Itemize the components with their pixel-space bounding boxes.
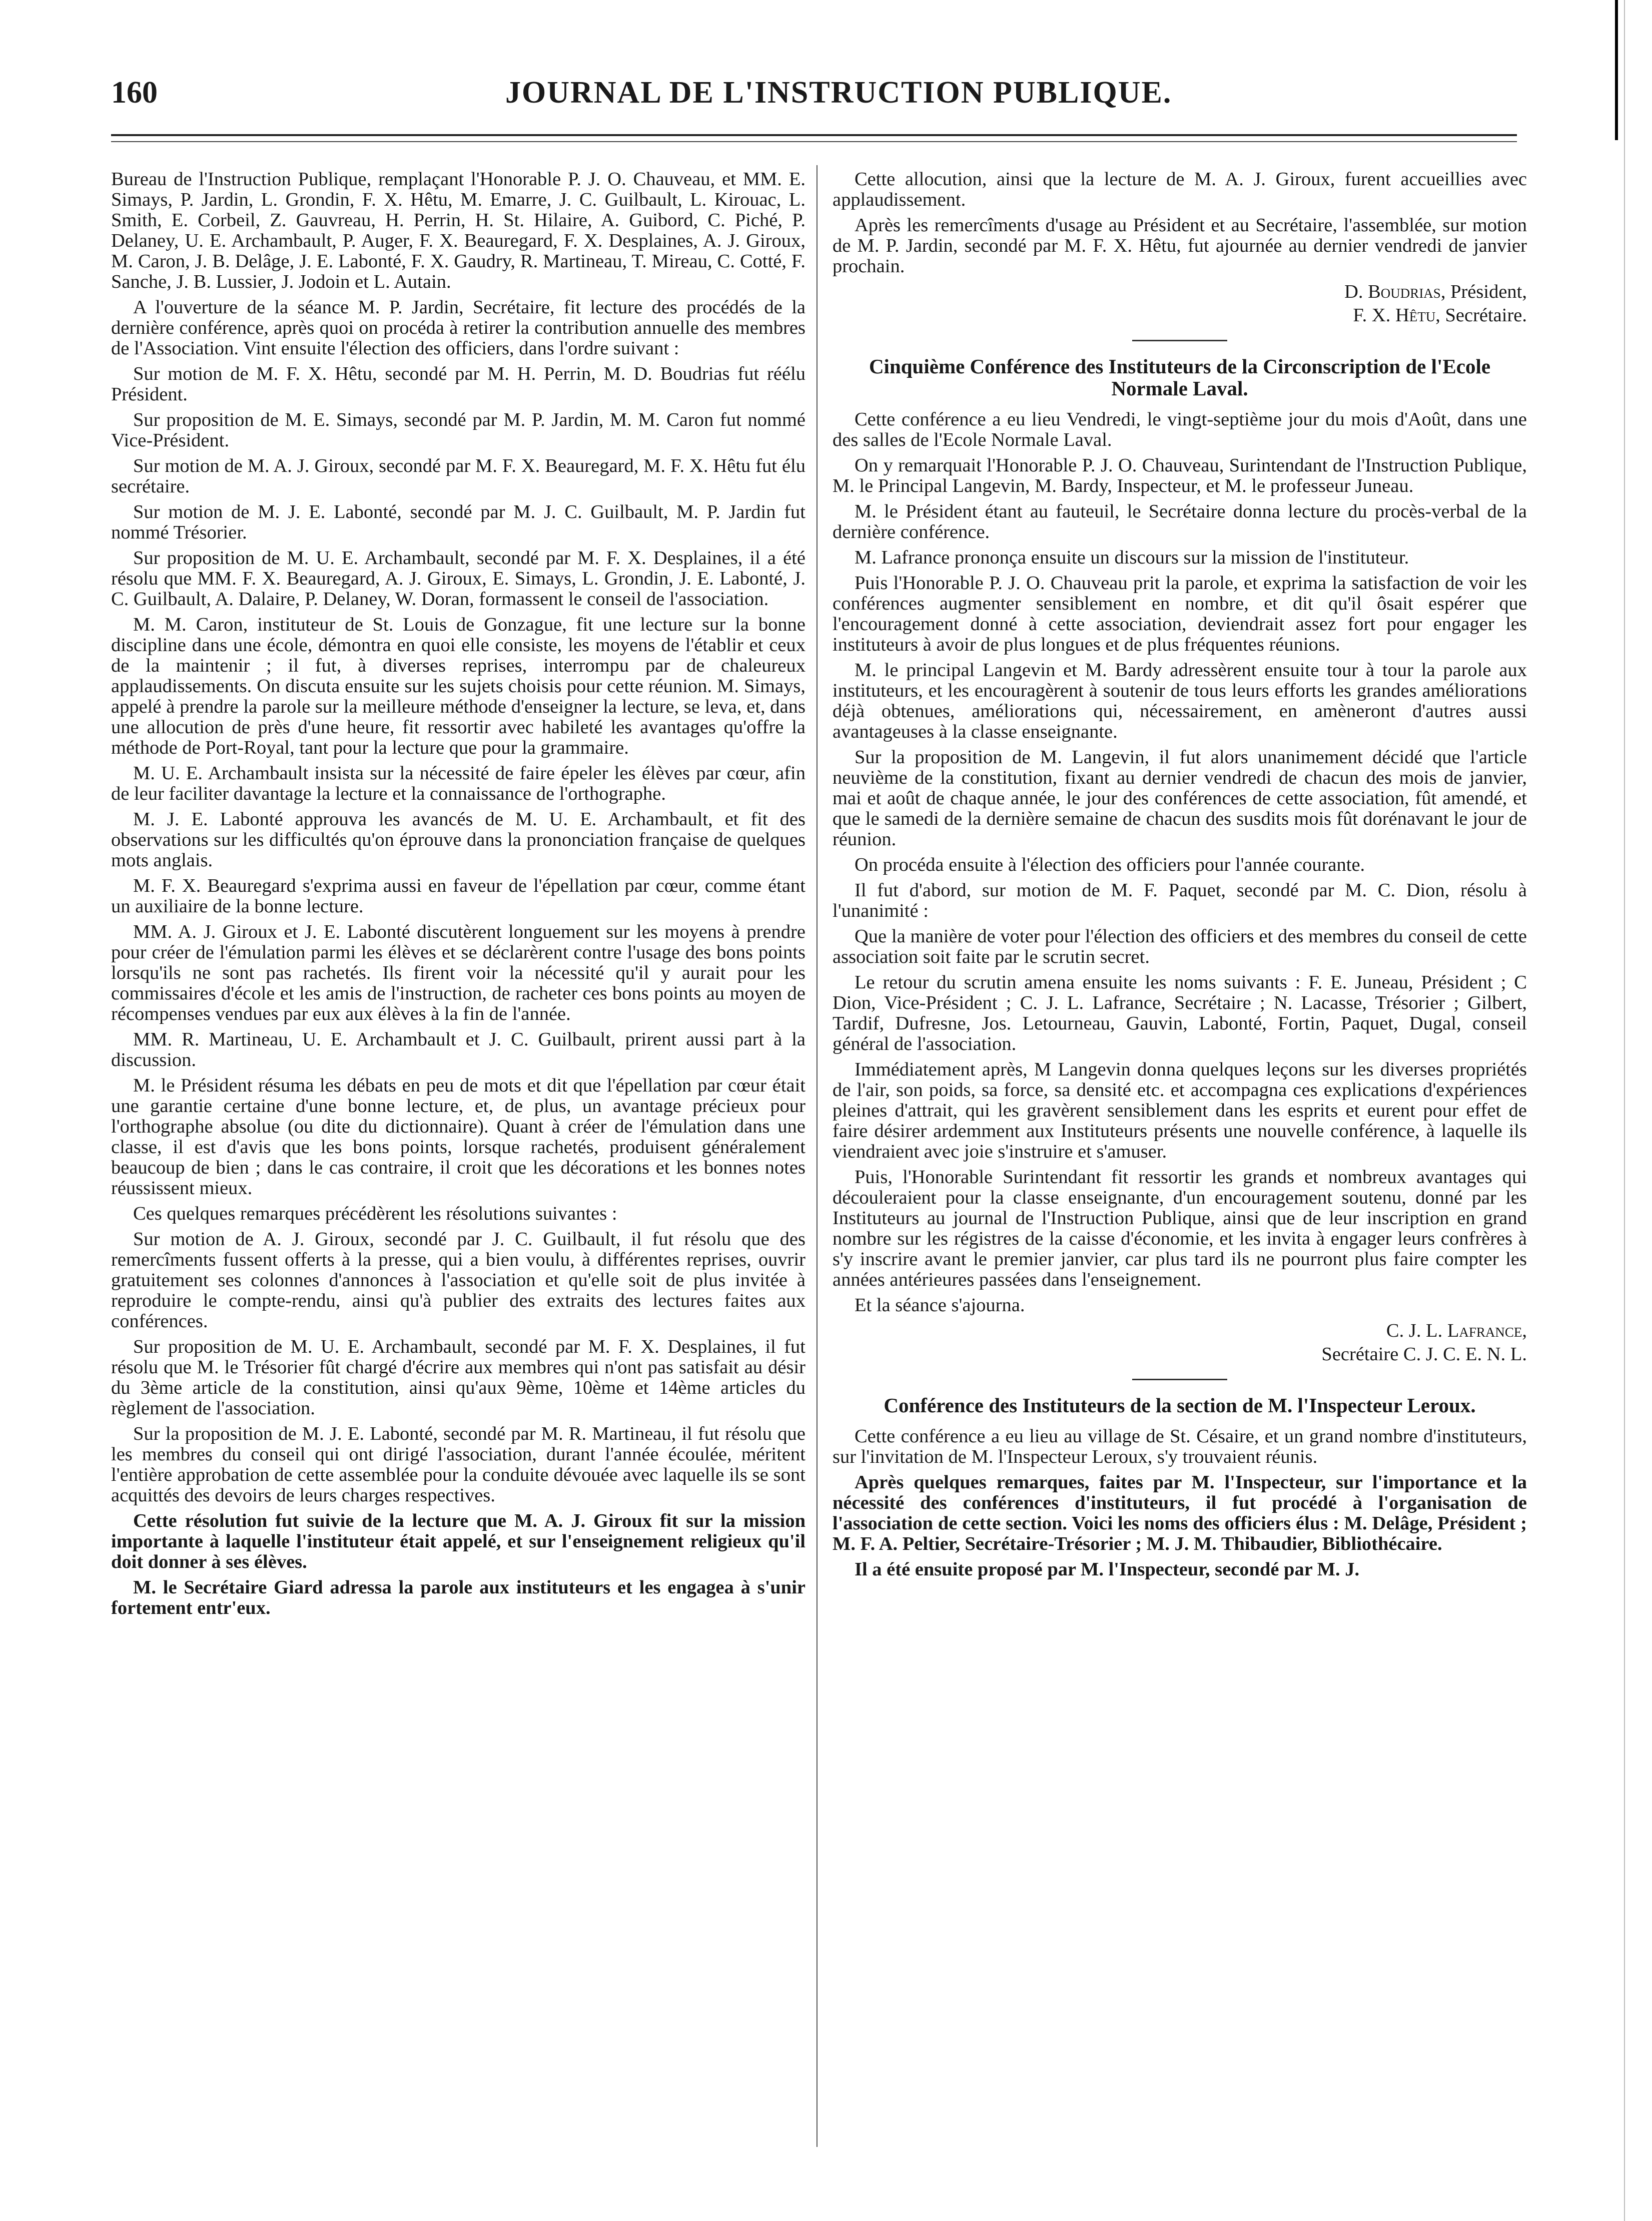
paragraph: On y remarquait l'Honorable P. J. O. Chauveau, Surintendant de l'Instruction Publique, M. le Principal Langevin, M. Bardy, Inspecteur, et M. le professeur Juneau.: [833, 455, 1527, 496]
section-divider: [1132, 1379, 1227, 1380]
paragraph: MM. A. J. Giroux et J. E. Labonté discutèrent longuement sur les moyens à prendre pour créer de l'émulation parmi les élèves et se déclarèrent contre l'usage des bons points lorsqu'ils ne sont pas rachetés. Ils firent voir la nécessité qu'il y aurait pour les commissaires d'école et les amis de l'instruction, de racheter ces bons points au moyen de récompenses vendues par eux aux élèves à la fin de l'année.: [111, 921, 805, 1024]
paragraph: Sur motion de M. F. X. Hêtu, secondé par M. H. Perrin, M. D. Boudrias fut réélu Président.: [111, 363, 805, 405]
paragraph: Sur proposition de M. U. E. Archambault, secondé par M. F. X. Desplaines, il a été résolu que MM. F. X. Beauregard, A. J. Giroux, E. Simays, L. Grondin, J. E. Labonté, J. C. Guilbault, A. Dalaire, P. Delaney, W. Doran, formassent le conseil de l'association.: [111, 547, 805, 610]
paragraph: Il a été ensuite proposé par M. l'Inspecteur, secondé par M. J.: [855, 1559, 1360, 1580]
paragraph: A l'ouverture de la séance M. P. Jardin, Secrétaire, fit lecture des procédés de la dernière conférence, après quoi on procéda à retirer la contribution annuelle des membres de l'Association. Vint ensuite l'élection des officiers, dans l'ordre suivant :: [111, 297, 805, 359]
paragraph: M. U. E. Archambault insista sur la nécessité de faire épeler les élèves par cœur, afin de leur faciliter davantage la lecture et la connaissance de l'orthographe.: [111, 763, 805, 804]
paragraph: M. Lafrance prononça ensuite un discours sur la mission de l'instituteur.: [855, 547, 1409, 568]
signature-name: C. J. L. Lafrance: [1386, 1320, 1522, 1341]
paragraph: M. le Président résuma les débats en peu de mots et dit que l'épellation par cœur était une garantie certaine d'une bonne lecture, et, de plus, un avantage précieux pour l'orthographe absolue (ou dite du dictionnaire). Quant à créer de l'émulation dans une classe, il est d'avis que les bons points, lorsque rachetés, produisent généralement beaucoup de bien ; dans le cas contraire, il croit que les décorations et les bonnes notes réussissent mieux.: [111, 1075, 805, 1199]
paragraph: M. le Président étant au fauteuil, le Secrétaire donna lecture du procès-verbal de la dernière conférence.: [833, 501, 1527, 542]
section-heading: Cinquième Conférence des Instituteurs de la Circonscription de l'Ecole Normale Laval.: [869, 355, 1491, 400]
paragraph: MM. R. Martineau, U. E. Archambault et J. C. Guilbault, prirent aussi part à la discussion.: [111, 1029, 805, 1070]
signature-punctuation: ,: [1522, 1320, 1527, 1341]
paragraph: On procéda ensuite à l'élection des officiers pour l'année courante.: [855, 854, 1365, 875]
section-divider: [1132, 340, 1227, 341]
paragraph: Sur motion de M. J. E. Labonté, secondé par M. J. C. Guilbault, M. P. Jardin fut nommé Trésorier.: [111, 501, 805, 543]
signature-secretary: [833, 1321, 1527, 1341]
right-column: [833, 169, 1527, 1585]
paragraph: Il fut d'abord, sur motion de M. F. Paquet, secondé par M. C. Dion, résolu à l'unanimité :: [833, 880, 1527, 921]
signature-title: Secrétaire C. J. C. E. N. L.: [1321, 1344, 1527, 1365]
paragraph: Puis, l'Honorable Surintendant fit ressortir les grands et nombreux avantages qui découleraient pour la classe enseignante, d'un encouragement soutenu, donné par les Instituteurs au journal de l'Instruction Publique, ainsi que de leur inscription en grand nombre sur les régistres de la caisse d'économie, et les invita à engager leurs confrères à s'y inscrire avant le premier janvier, car plus tard ils ne pourront plus faire compter les années antérieures passées dans l'enseignement.: [833, 1167, 1527, 1290]
signature-secretary: [833, 305, 1527, 326]
paragraph: Cette conférence a eu lieu Vendredi, le vingt-septième jour du mois d'Août, dans une des salles de l'Ecole Normale Laval.: [833, 409, 1527, 450]
page-number: 160: [111, 76, 158, 110]
paragraph: Cette allocution, ainsi que la lecture de M. A. J. Giroux, furent accueillies avec applaudissement.: [833, 169, 1527, 210]
signature-name: D. Boudrias: [1344, 281, 1441, 302]
paragraph: Bureau de l'Instruction Publique, remplaçant l'Honorable P. J. O. Chauveau, et MM. E. Simays, P. Jardin, L. Grondin, F. X. Hêtu, M. Emarre, J. C. Guilbault, L. Kirouac, L. Smith, E. Corbeil, Z. Gauvreau, H. Perrin, H. St. Hilaire, A. Guibord, C. Piché, P. Delaney, U. E. Archambault, P. Auger, F. X. Beauregard, F. X. Desplaines, A. J. Giroux, M. Caron, J. B. Delâge, J. E. Labonté, F. X. Gaudry, R. Martineau, T. Mireau, C. Cotté, F. Sanche, J. B. Lussier, J. Jodoin et L. Autain.: [111, 169, 805, 292]
paragraph: Après les remercîments d'usage au Président et au Secrétaire, l'assemblée, sur motion de M. P. Jardin, secondé par M. F. X. Hêtu, fut ajournée au dernier vendredi de janvier prochain.: [833, 215, 1527, 277]
paragraph: Sur proposition de M. E. Simays, secondé par M. P. Jardin, M. M. Caron fut nommé Vice-Président.: [111, 409, 805, 451]
paragraph: M. F. X. Beauregard s'exprima aussi en faveur de l'épellation par cœur, comme étant un auxiliaire de la bonne lecture.: [111, 875, 805, 917]
signature-title: , Secrétaire.: [1435, 305, 1527, 326]
signature-name: F. X. Hêtu: [1353, 305, 1436, 326]
left-column: [111, 169, 805, 1623]
paragraph: Après quelques remarques, faites par M. l'Inspecteur, sur l'importance et la nécessité des conférences d'instituteurs, il fut procédé à l'organisation de l'association de cette section. Voici les noms des officiers élus : M. Delâge, Président ; M. F. A. Peltier, Secrétaire-Trésorier ; M. J. M. Thibaudier, Bibliothécaire.: [833, 1472, 1527, 1554]
paragraph: M. M. Caron, instituteur de St. Louis de Gonzague, fit une lecture sur la bonne discipline dans une école, démontra en quoi elle consiste, les moyens de l'établir et ceux de la maintenir ; il fut, à diverses reprises, interrompu par de chaleureux applaudissements. On discuta ensuite sur les sujets choisis pour cette réunion. M. Simays, appelé à prendre la parole sur la meilleure méthode d'enseigner la lecture, se leva, et, dans une allocution de près d'une heure, fit ressortir avec habileté les avantages qu'offre la méthode de Port-Royal, tant pour la lecture que pour la grammaire.: [111, 614, 805, 758]
paragraph: Puis l'Honorable P. J. O. Chauveau prit la parole, et exprima la satisfaction de voir les conférences augmenter sensiblement en nombre, et dit qu'il ôsait espérer que l'encouragement donné à cette association, deviendrait assez fort pour engager les instituteurs à avoir de plus longues et de plus fréquentes réunions.: [833, 573, 1527, 655]
paragraph: Cette résolution fut suivie de la lecture que M. A. J. Giroux fit sur la mission importante à laquelle l'instituteur était appelé, et sur l'enseignement religieux qu'il doit donner à ses élèves.: [111, 1510, 805, 1572]
paragraph: Sur proposition de M. U. E. Archambault, secondé par M. F. X. Desplaines, il fut résolu que M. le Trésorier fût chargé d'écrire aux membres qui n'ont pas satisfait au désir du 3ème article de la constitution, ainsi qu'aux 9ème, 10ème et 14ème articles du règlement de l'association.: [111, 1336, 805, 1419]
paragraph: M. J. E. Labonté approuva les avancés de M. U. E. Archambault, et fit des observations sur les difficultés qu'on éprouve dans la prononciation française de quelques mots anglais.: [111, 809, 805, 871]
paragraph: M. le Secrétaire Giard adressa la parole aux instituteurs et les engagea à s'unir fortement entr'eux.: [111, 1577, 805, 1618]
signature-president: [833, 282, 1527, 302]
paragraph: Sur la proposition de M. J. E. Labonté, secondé par M. R. Martineau, il fut résolu que les membres du conseil qui ont dirigé l'association, durant l'année écoulée, méritent l'entière approbation de cette assemblée pour la conduite dévouée avec laquelle ils se sont acquittés des devoirs de leurs charges respectives.: [111, 1423, 805, 1506]
section-heading: Conférence des Instituteurs de la section de M. l'Inspecteur Leroux.: [884, 1394, 1476, 1417]
paragraph: Que la manière de voter pour l'élection des officiers et des membres du conseil de cette association soit faite par le scrutin secret.: [833, 926, 1527, 967]
paragraph: Ces quelques remarques précédèrent les résolutions suivantes :: [133, 1203, 617, 1224]
signature-title: , Président,: [1440, 281, 1527, 302]
paragraph: Et la séance s'ajourna.: [855, 1295, 1025, 1316]
paragraph: Sur la proposition de M. Langevin, il fut alors unanimement décidé que l'article neuvième de la constitution, fixant au dernier vendredi de chacun des mois de janvier, mai et août de chaque année, le jour des conférences de cette association, fût amendé, et que le samedi de la dernière semaine de chacun des susdits mois fût dorénavant le jour de réunion.: [833, 747, 1527, 850]
paragraph: Sur motion de A. J. Giroux, secondé par J. C. Guilbault, il fut résolu que des remercîments fussent offerts à la presse, qui a bien voulu, à différentes reprises, ouvrir gratuitement ses colonnes d'annonces à l'association et qu'elle soit de plus invitée à reproduire le compte-rendu, ainsi qu'à publier des extraits des lectures faites aux conférences.: [111, 1229, 805, 1332]
column-divider: [816, 165, 817, 2147]
scan-edge-mark: [1615, 0, 1618, 140]
paragraph: Immédiatement après, M Langevin donna quelques leçons sur les diverses propriétés de l'air, son poids, sa force, sa densité etc. et accompagna ces explications d'expériences pleines d'attrait, qui les gravèrent sensiblement dans les esprits et eurent pour effet de faire désirer ardemment aux Instituteurs présents une nouvelle conférence, à laquelle ils viendraient avec joie s'instruire et s'amuser.: [833, 1059, 1527, 1162]
header-rule: [111, 134, 1517, 136]
paragraph: Cette conférence a eu lieu au village de St. Césaire, et un grand nombre d'instituteurs, sur l'invitation de M. l'Inspecteur Leroux, s'y trouvaient réunis.: [833, 1426, 1527, 1467]
running-title: JOURNAL DE L'INSTRUCTION PUBLIQUE.: [505, 76, 1172, 110]
paragraph: M. le principal Langevin et M. Bardy adressèrent ensuite tour à tour la parole aux instituteurs, et les encouragèrent à soutenir de tous leurs efforts les grandes améliorations déjà obtenues, améliorations qui, nécessairement, en amèneront d'autres aussi avantageuses à la classe enseignante.: [833, 660, 1527, 742]
header-rule-thin: [111, 141, 1517, 142]
scan-edge-line: [1624, 0, 1625, 2221]
paragraph: Le retour du scrutin amena ensuite les noms suivants : F. E. Juneau, Président ; C Dion, Vice-Président ; C. J. L. Lafrance, Secrétaire ; N. Lacasse, Trésorier ; Gilbert, Tardif, Dufresne, Jos. Letourneau, Gauvin, Labonté, Fortin, Paquet, Dugal, conseil général de l'association.: [833, 972, 1527, 1054]
paragraph: Sur motion de M. A. J. Giroux, secondé par M. F. X. Beauregard, M. F. X. Hêtu fut élu secrétaire.: [111, 455, 805, 497]
